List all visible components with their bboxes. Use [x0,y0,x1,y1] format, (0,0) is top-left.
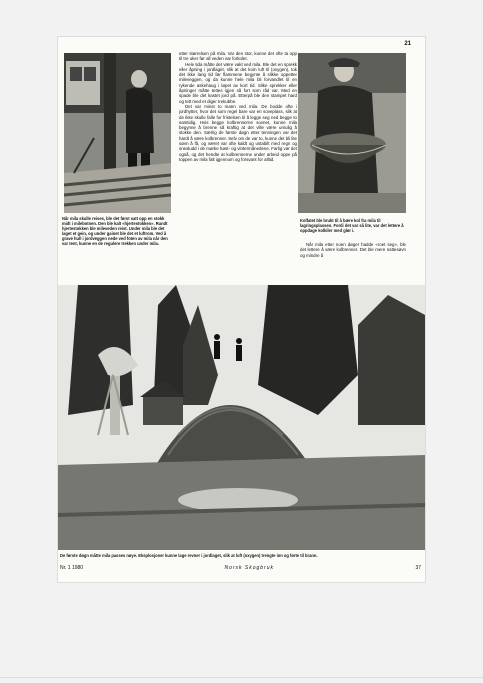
divider [0,677,483,678]
magazine-page [58,37,425,582]
photo-kolmile-image [58,285,425,550]
magazine-title: Norsk Skogbruk [224,565,275,571]
page-number: 21 [404,41,411,47]
page-footer [60,565,421,571]
caption-bottom: De første døgn måtte mila passes nøye. Eksplosjoner kunne lage revner i jordlaget, slik at luft (oxygen) trengte inn og førte til brann. [60,553,318,558]
photo-hjertestokk-image [64,53,171,213]
article-column-middle [179,51,297,162]
photo-kolfat [298,53,406,213]
paragraph: etter størrelsen på mila. Var den stor, kunne det ofte ta opp til tre uker før all veden var forkolet. [179,51,297,62]
paragraph: Det var minst to mann ved mila. De bodde ofte i jordhytter, hvor det som regel bare var en soveplass, slik at de ikke skulle falle for fristelsen til å legge seg ned begge to samtidig. Hvis begge kolbrennerne sovnet, kunne mila begynne å brenne så kraftig at det ville være umulig å slokke den. Særlig de første døgn etter tenningen var det hardt å være kolbrenner. Selv om de var to, kunne det bli lite søvn å få, og været var ofte kaldt og ustabilt med regn og snesludd i de mørke høst- og vintermånedene. Farlig var det også, og det hendte at kolbrennerne under arbeid oppe på toppen av mila falt igjennom og forsvant for alltid. [179,103,297,162]
paragraph: Når mila etter noen døger hadde «roet seg», ble det lettere å være kolbrenner. Det ble mere nattesøvn og mindre å [300,242,406,258]
article-column-right [300,242,406,258]
photo-kolfat-image [298,53,406,213]
paragraph: Hele tida måtte det være vakt ved mila. Ble det en sprekk eller åpning i jordlaget, slik at det kom luft til (oxygen), tok det ikke lang tid før flammene begynte å slikke oppetter mileveggen, og da kunne hele mila bli forvandlet til en rykende askehaug i løpet av kort tid. Slike sprekker eller åpninger måtte tettes igjen så fort som råd var. Med en spade ble det kastet jord på. Etterpå ble den stampet hard og tett med et diger trekubbe. [179,61,297,104]
photo-kolmile [58,285,425,550]
issue-number: Nr. 1 1980 [60,565,84,571]
photo-hjertestokk [64,53,171,213]
caption-left: Når mila skulle reises, ble det først satt opp en stokk midt i milebotnen. Den ble kalt «hjertestokken». Rundt hjertestokken ble mileveden reist. Under mila ble det laget et gein, og under gainet ble det et luftrom. Ved å grave hull i jordveggen nede ved foten av mila når den var tent, kunne en de regulere trekken under mila. [62,216,168,247]
footer-page-number: 37 [415,565,421,571]
caption-right: Kolfatet ble brukt til å bære kol fra mila til lagringsplassen. Fordi det var så lite, var det lettere å oppdage kolkiler med glør i. [300,218,404,234]
